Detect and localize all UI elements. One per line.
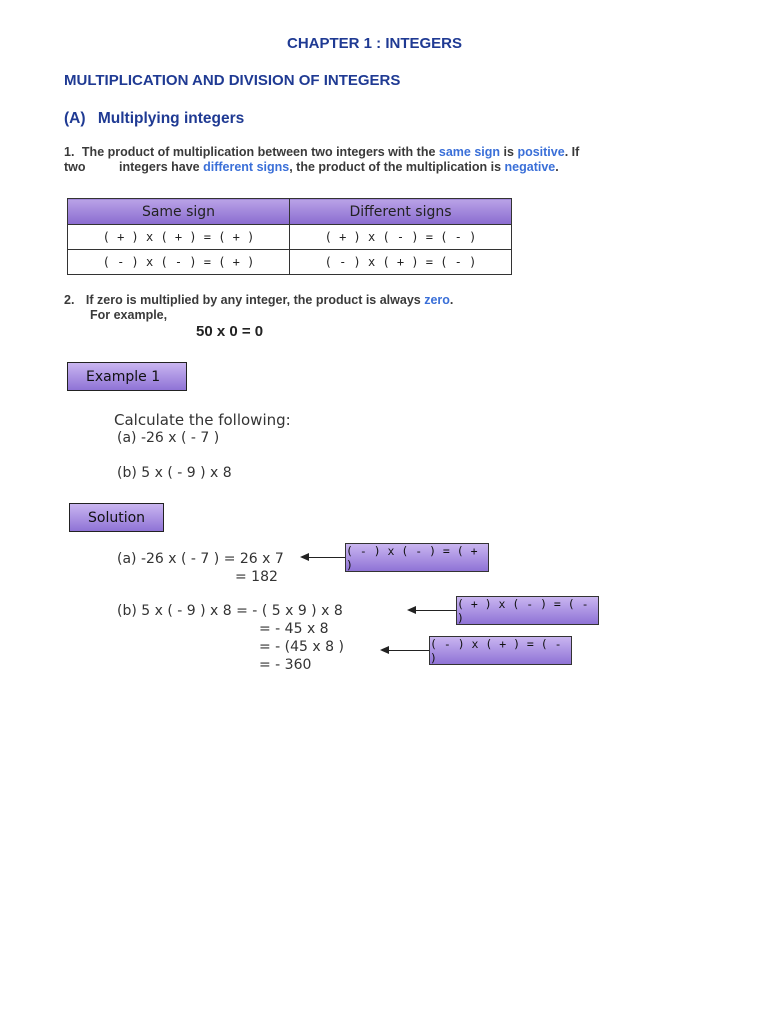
table-header-same-sign: Same sign xyxy=(68,199,290,225)
point1-text-b: is xyxy=(503,145,514,159)
point2-line2: For example, xyxy=(90,308,168,322)
point2-number: 2. xyxy=(64,293,75,307)
example1-prompt: Calculate the following: xyxy=(114,411,291,429)
subsection-heading xyxy=(64,110,244,128)
solution-b-rule-box-1: ( + ) x ( - ) = ( - ) xyxy=(456,596,599,625)
point1-highlight-negative: negative xyxy=(504,160,556,174)
example1-label: Example 1 xyxy=(67,362,187,391)
point1-text-c: . If xyxy=(564,145,580,159)
point2-line1 xyxy=(64,293,453,307)
table-row xyxy=(68,225,512,250)
point1-line2-b: integers have xyxy=(119,160,200,174)
table-header-different-signs: Different signs xyxy=(290,199,512,225)
table-cell: ( + ) x ( - ) = ( - ) xyxy=(290,225,512,250)
point2-example-equation: 50 x 0 = 0 xyxy=(196,323,264,340)
solution-b-line4: = - 360 xyxy=(259,657,312,673)
point2-text-b: . xyxy=(449,293,454,307)
solution-b-line3: = - (45 x 8 ) xyxy=(259,639,344,655)
solution-b-arrow2-icon xyxy=(382,650,429,651)
table-cell: ( - ) x ( - ) = ( + ) xyxy=(68,250,290,275)
point2-text-a: If zero is multiplied by any integer, the product is always xyxy=(85,293,421,307)
point1-line2 xyxy=(64,160,559,174)
sign-rules-table xyxy=(67,198,512,275)
solution-b-line2: = - 45 x 8 xyxy=(259,621,329,637)
point1-highlight-same-sign: same sign xyxy=(438,145,501,159)
point1-highlight-different-signs: different signs xyxy=(203,160,290,174)
table-cell: ( - ) x ( + ) = ( - ) xyxy=(290,250,512,275)
chapter-title: CHAPTER 1 : INTEGERS xyxy=(287,35,463,52)
point2-highlight-zero: zero xyxy=(424,293,450,307)
point1-line2-a: two xyxy=(64,160,86,174)
solution-b-line1: (b) 5 x ( - 9 ) x 8 = - ( 5 x 9 ) x 8 xyxy=(117,603,343,619)
solution-b-arrow1-icon xyxy=(409,610,456,611)
point1-number: 1. xyxy=(64,145,75,159)
solution-a-line2: = 182 xyxy=(235,569,278,585)
solution-b-rule-box-2: ( - ) x ( + ) = ( - ) xyxy=(429,636,572,665)
subsection-title: Multiplying integers xyxy=(97,110,245,127)
example1-item-b: (b) 5 x ( - 9 ) x 8 xyxy=(117,465,232,481)
point1-line1 xyxy=(64,145,579,159)
subsection-marker: (A) xyxy=(64,110,86,127)
point1-line2-c: , the product of the multiplication is xyxy=(289,160,502,174)
solution-label: Solution xyxy=(69,503,164,532)
solution-a-line1: (a) -26 x ( - 7 ) = 26 x 7 xyxy=(117,551,284,567)
solution-a-rule-box: ( - ) x ( - ) = ( + ) xyxy=(345,543,489,572)
point1-text-a: The product of multiplication between two integers with the xyxy=(81,145,436,159)
point1-highlight-positive: positive xyxy=(517,145,565,159)
point1-line2-d: . xyxy=(555,160,559,174)
table-cell: ( + ) x ( + ) = ( + ) xyxy=(68,225,290,250)
solution-a-arrow-icon xyxy=(302,557,345,558)
table-header-row xyxy=(68,199,512,225)
section-title: MULTIPLICATION AND DIVISION OF INTEGERS xyxy=(64,72,401,89)
example1-item-a: (a) -26 x ( - 7 ) xyxy=(117,430,220,446)
table-row xyxy=(68,250,512,275)
